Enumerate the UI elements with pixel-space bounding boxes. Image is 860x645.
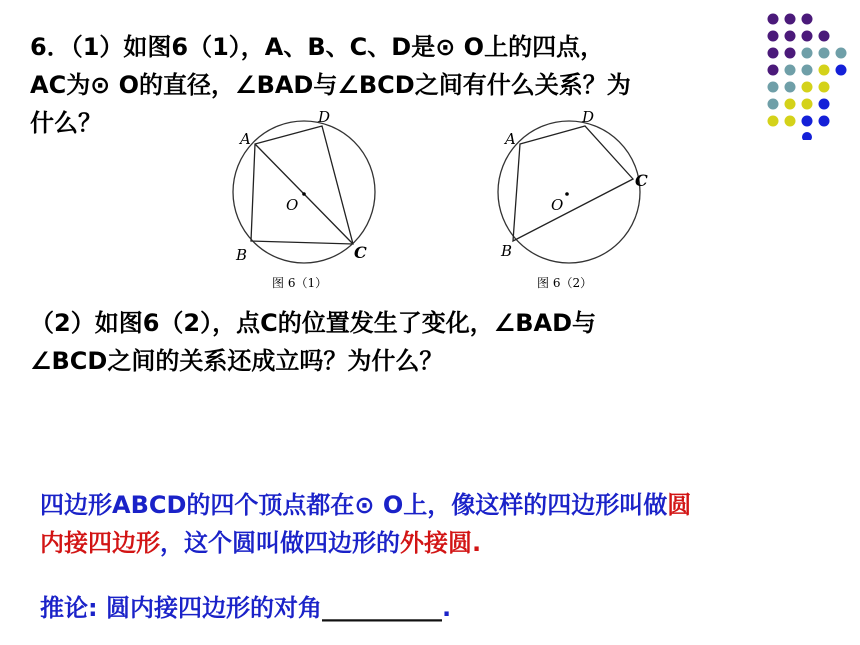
dot-row-8	[802, 132, 812, 140]
dot-row-1	[768, 14, 813, 25]
definition-block	[40, 486, 830, 562]
question-line-2: AC为⊙ O的直径，∠BAD与∠BCD之间有什么关系？为	[30, 71, 631, 99]
label-d: D	[582, 108, 595, 126]
circle-o	[498, 121, 640, 263]
label-o: O	[551, 196, 564, 214]
figure-6-1	[220, 102, 395, 298]
decorative-dot-grid	[764, 10, 848, 140]
center-point	[565, 192, 569, 196]
figure-6-2	[485, 102, 665, 298]
figure-caption-2: 图 6（2）	[537, 276, 593, 290]
dot-row-3	[768, 48, 847, 59]
term-circumcircle: 外接圆	[400, 529, 472, 557]
part2-line-1: （2）如图6（2），点C的位置发生了变化，∠BAD与	[30, 309, 597, 337]
dot-row-7	[768, 116, 830, 127]
quadrilateral-abcd	[513, 126, 633, 241]
dot-row-5	[768, 82, 830, 93]
center-point	[302, 192, 306, 196]
label-a: A	[505, 130, 516, 148]
figure-caption-1: 图 6（1）	[272, 276, 328, 290]
question-line-1: 6．（1）如图6（1），A、B、C、D是⊙ O上的四点，	[30, 33, 605, 61]
definition-text-2: ，这个圆叫做四边形的	[160, 529, 400, 557]
label-b: B	[236, 246, 248, 264]
definition-period: .	[472, 529, 482, 557]
dot-row-6	[768, 99, 830, 110]
corollary-blank: __________	[321, 594, 442, 622]
label-b: B	[501, 242, 513, 260]
part2-line-2: ∠BCD之间的关系还成立吗？为什么？	[30, 347, 444, 375]
label-c: C	[354, 243, 367, 262]
question-line-3: 什么？	[30, 109, 102, 137]
corollary-prefix: 推论: 圆内接四边形的对角	[40, 594, 322, 622]
definition-line-2	[40, 524, 830, 562]
definition-text-1: 四边形ABCD的四个顶点都在⊙ O上，像这样的四边形叫做	[40, 491, 668, 519]
dot-row-2	[768, 31, 830, 42]
label-o: O	[286, 196, 299, 214]
corollary-line	[40, 589, 640, 627]
quadrilateral-abcd	[251, 126, 353, 244]
question-part-2	[30, 304, 750, 380]
corollary-period: .	[441, 594, 452, 622]
dot-row-4	[768, 65, 847, 76]
term-inscribed-quad-start: 圆	[667, 491, 692, 519]
label-a: A	[240, 130, 251, 148]
label-c: C	[635, 171, 648, 190]
term-inscribed-quad-end: 内接四边形	[40, 529, 160, 557]
definition-line-1	[40, 486, 830, 524]
label-d: D	[318, 108, 331, 126]
